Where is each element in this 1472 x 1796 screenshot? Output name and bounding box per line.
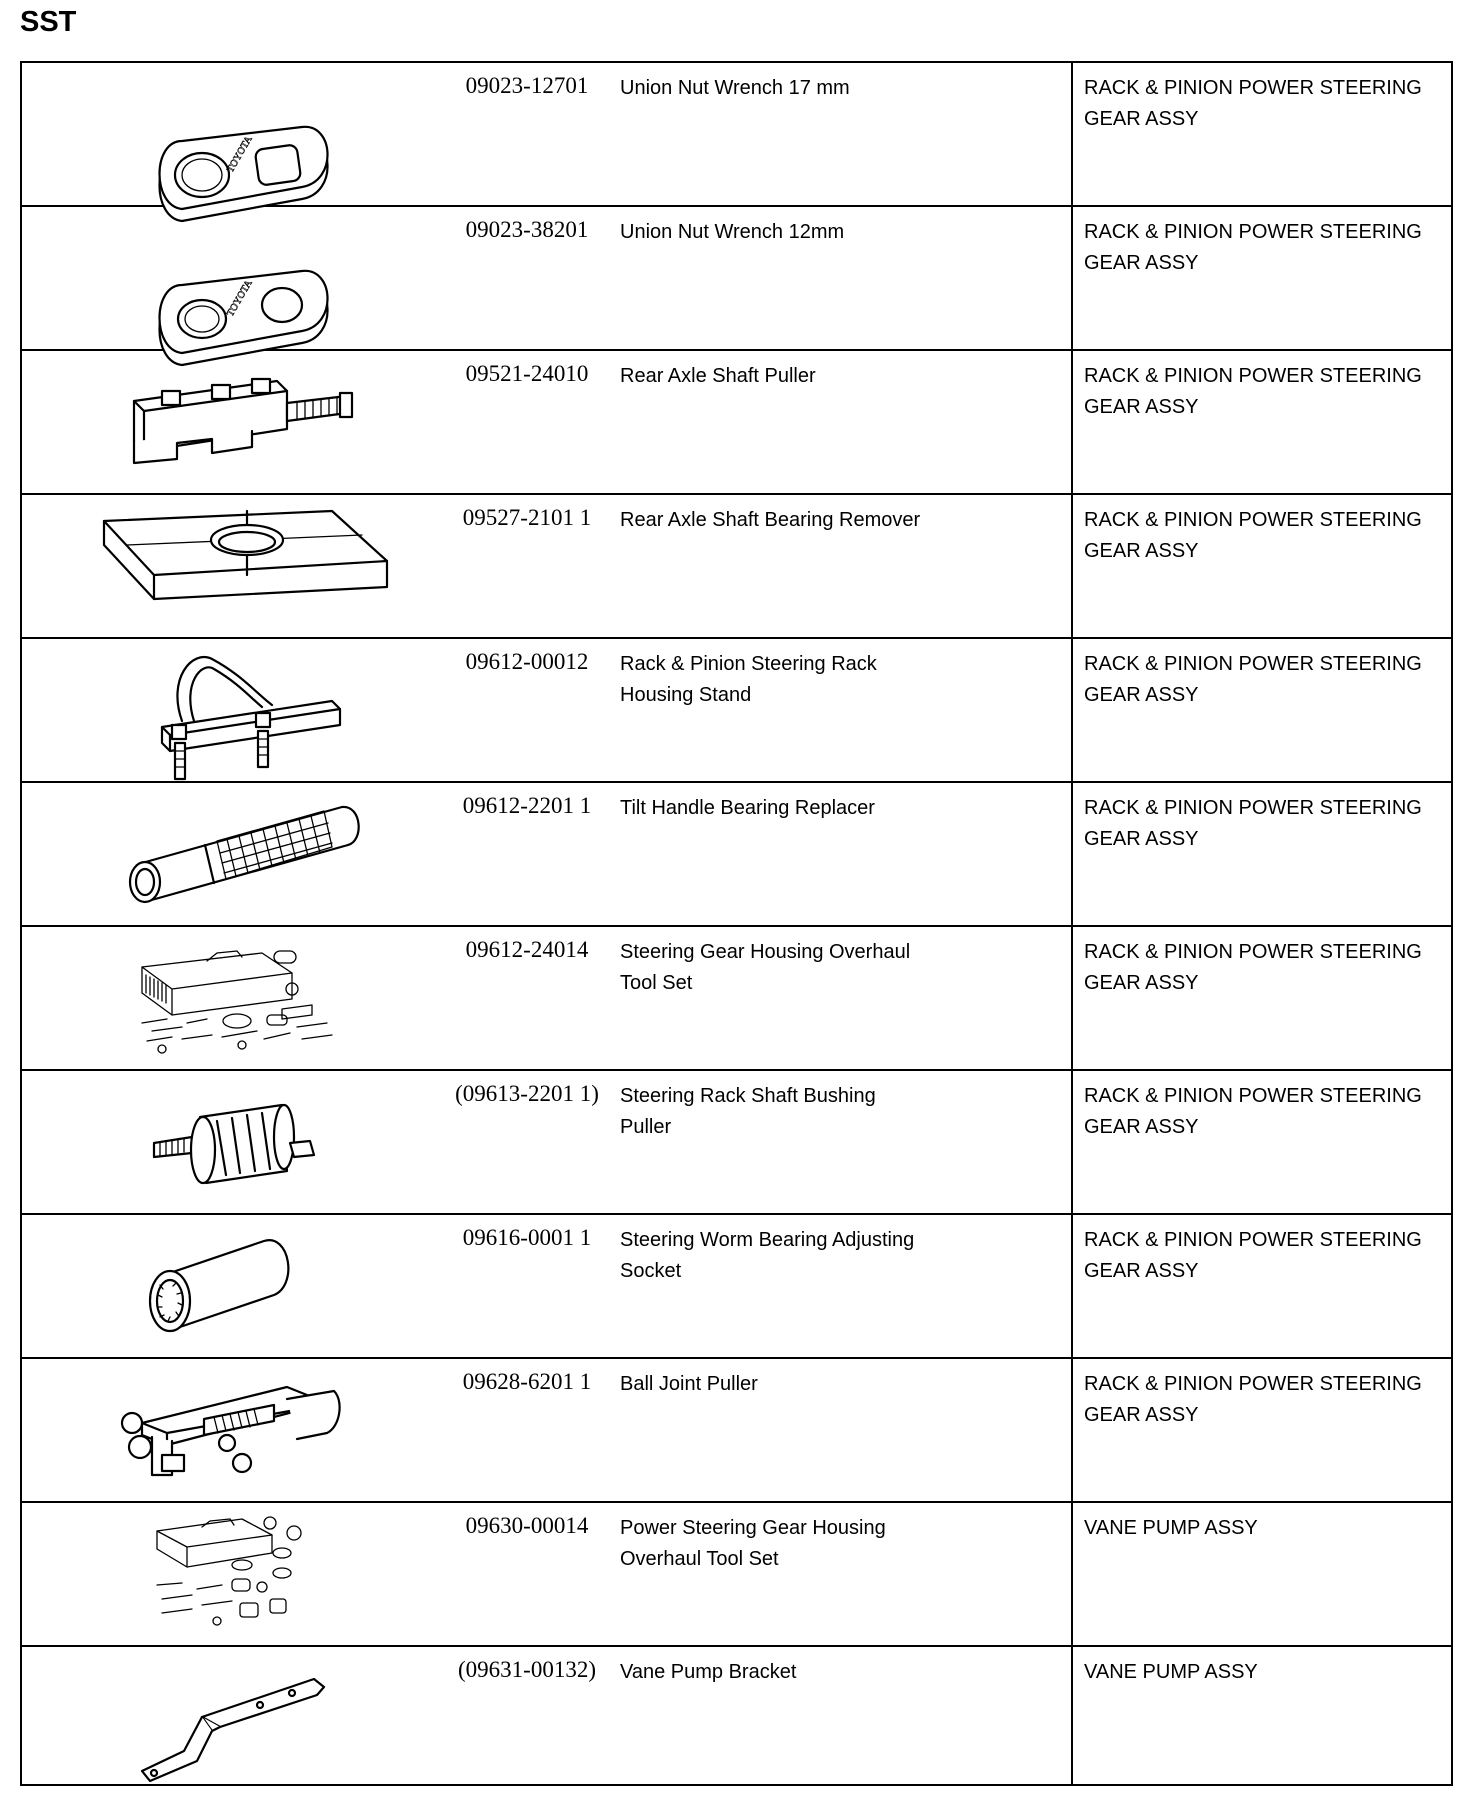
- tool-name: Rear Axle Shaft Puller: [620, 365, 816, 387]
- part-number: (09631-00132): [458, 1657, 596, 1682]
- table-row: [22, 927, 1451, 1071]
- table-row: [22, 1071, 1451, 1215]
- union-nut-wrench-icon: [42, 63, 442, 203]
- tool-set-icon: [42, 1503, 442, 1643]
- table-row: [22, 63, 1451, 207]
- bearing-replacer-icon: [42, 783, 442, 923]
- part-number: 09023-38201: [465, 217, 589, 242]
- part-number: 09612-2201 1: [462, 793, 592, 818]
- applicable-assy: VANE PUMP ASSY: [1084, 1661, 1258, 1683]
- table-row: [22, 1503, 1451, 1647]
- tool-name: Tilt Handle Bearing Replacer: [620, 797, 875, 819]
- page-title: SST: [20, 6, 77, 38]
- part-number: 09527-2101 1: [462, 505, 592, 530]
- tool-name: Power Steering Gear Housing Overhaul Tool Set: [620, 1517, 886, 1570]
- svg-text:TOYOTA: TOYOTA: [225, 134, 255, 175]
- part-number: 09612-24014: [465, 937, 589, 962]
- table-row: [22, 495, 1451, 639]
- tool-name: Rack & Pinion Steering Rack Housing Stand: [620, 653, 877, 706]
- tool-set-icon: [42, 927, 442, 1067]
- sst-table: [20, 61, 1453, 1786]
- tool-name: Steering Worm Bearing Adjusting Socket: [620, 1229, 915, 1282]
- ball-joint-puller-icon: [42, 1359, 442, 1499]
- tool-name: Steering Rack Shaft Bushing Puller: [620, 1085, 876, 1138]
- table-row: [22, 351, 1451, 495]
- part-number: 09023-12701: [465, 73, 589, 98]
- applicable-assy: RACK & PINION POWER STEERING GEAR ASSY: [1084, 221, 1422, 274]
- applicable-assy: VANE PUMP ASSY: [1084, 1517, 1258, 1539]
- part-number: 09628-6201 1: [462, 1369, 592, 1394]
- socket-icon: [42, 1215, 442, 1355]
- union-nut-wrench-icon: [42, 207, 442, 347]
- table-row: [22, 1359, 1451, 1503]
- part-number: 09616-0001 1: [462, 1225, 592, 1250]
- tool-name: Rear Axle Shaft Bearing Remover: [620, 509, 921, 531]
- tool-name: Union Nut Wrench 12mm: [620, 221, 845, 243]
- housing-stand-icon: [42, 639, 442, 779]
- shaft-puller-icon: [42, 351, 442, 491]
- applicable-assy: RACK & PINION POWER STEERING GEAR ASSY: [1084, 1085, 1422, 1138]
- bearing-remover-plate-icon: [42, 495, 442, 635]
- tool-name: Vane Pump Bracket: [620, 1661, 797, 1683]
- part-number: 09521-24010: [465, 361, 589, 386]
- applicable-assy: RACK & PINION POWER STEERING GEAR ASSY: [1084, 509, 1422, 562]
- applicable-assy: RACK & PINION POWER STEERING GEAR ASSY: [1084, 77, 1422, 130]
- applicable-assy: RACK & PINION POWER STEERING GEAR ASSY: [1084, 1229, 1422, 1282]
- part-number: 09612-00012: [465, 649, 589, 674]
- tool-name: Union Nut Wrench 17 mm: [620, 77, 850, 99]
- svg-text:TOYOTA: TOYOTA: [225, 278, 255, 319]
- applicable-assy: RACK & PINION POWER STEERING GEAR ASSY: [1084, 653, 1422, 706]
- tool-name: Ball Joint Puller: [620, 1373, 758, 1395]
- applicable-assy: RACK & PINION POWER STEERING GEAR ASSY: [1084, 797, 1422, 850]
- table-row: [22, 639, 1451, 783]
- applicable-assy: RACK & PINION POWER STEERING GEAR ASSY: [1084, 1373, 1422, 1426]
- part-number: (09613-2201 1): [455, 1081, 599, 1106]
- table-row: [22, 207, 1451, 351]
- tool-name: Steering Gear Housing Overhaul Tool Set: [620, 941, 911, 994]
- bushing-puller-icon: [42, 1071, 442, 1211]
- table-row: [22, 1215, 1451, 1359]
- table-row: [22, 783, 1451, 927]
- part-number: 09630-00014: [465, 1513, 589, 1538]
- applicable-assy: RACK & PINION POWER STEERING GEAR ASSY: [1084, 941, 1422, 994]
- applicable-assy: RACK & PINION POWER STEERING GEAR ASSY: [1084, 365, 1422, 418]
- table-row: [22, 1647, 1451, 1791]
- bracket-icon: [42, 1647, 442, 1787]
